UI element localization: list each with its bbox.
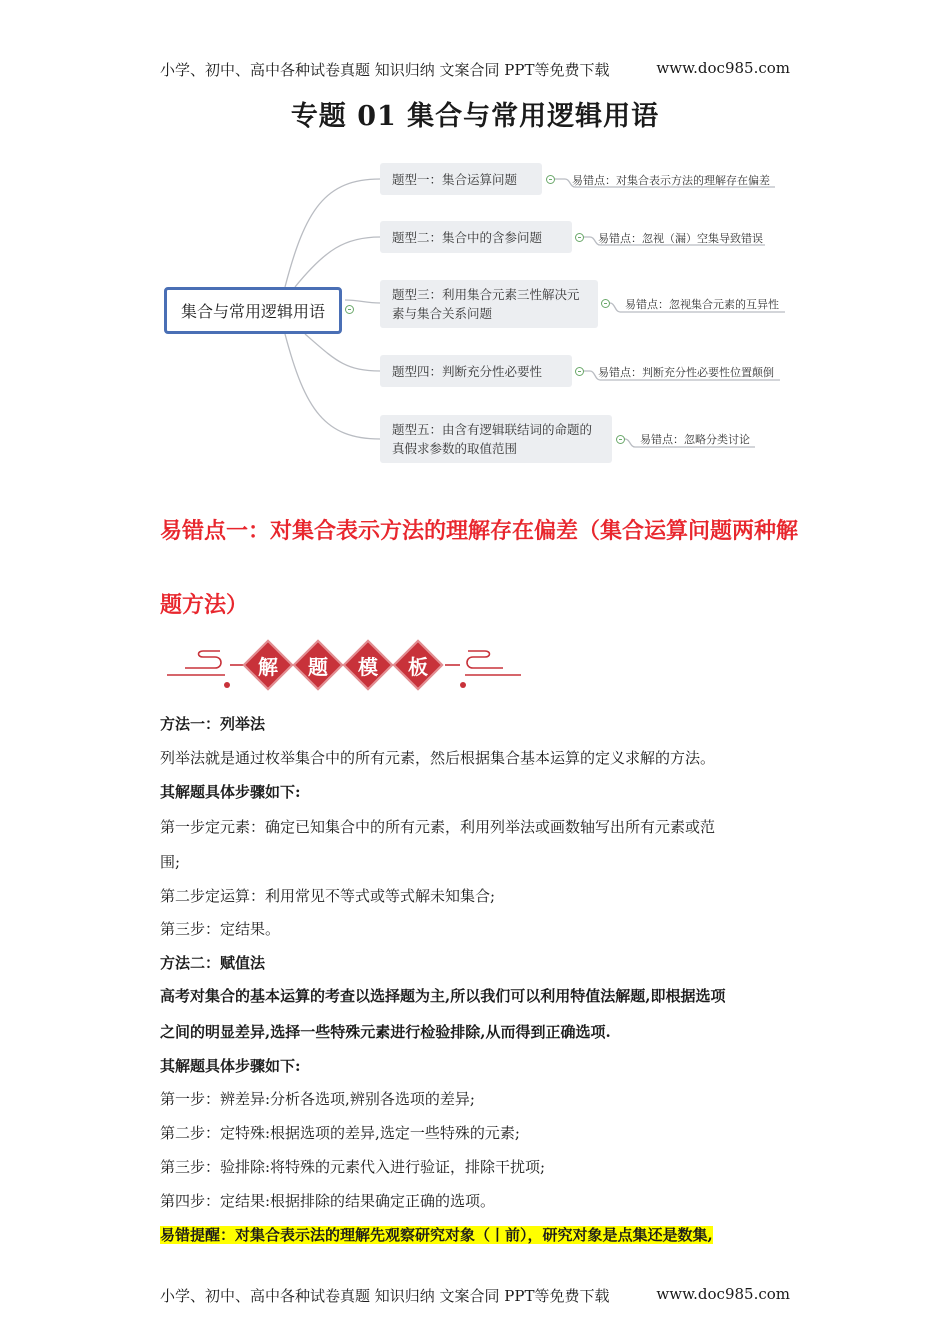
method2-description-line1: 高考对集合的基本运算的考查以选择题为主,所以我们可以利用特值法解题,即根据选项 [160,987,726,1005]
mind-map-leaf-1[interactable]: 易错点：对集合表示方法的理解存在偏差 [572,174,770,187]
method1-step1-line2: 围; [160,853,181,871]
error-tip [160,1224,790,1245]
section-heading: 易错点一：对集合表示方法的理解存在偏差（集合运算问题两种解题方法） [160,519,799,618]
mind-map-leaf-5[interactable]: 易错点：忽略分类讨论 [640,433,750,446]
footer-left-text: 小学、初中、高中各种试卷真题 知识归纳 文案合同 PPT等免费下载 [160,1287,610,1305]
collapse-toggle-icon[interactable] [345,305,354,314]
page-footer [160,1285,790,1306]
banner-diamond [243,640,293,690]
banner-char: 解 [258,654,278,679]
banner-diamond [343,640,393,690]
mind-map-leaf-2[interactable]: 易错点：忽视（漏）空集导致错误 [598,232,763,245]
method1-description: 列举法就是通过枚举集合中的所有元素，然后根据集合基本运算的定义求解的方法。 [160,749,716,767]
error-tip-text: 易错提醒：对集合表示法的理解先观察研究对象（丨前），研究对象是点集还是数集, [160,1226,713,1244]
mind-map-branch-4[interactable]: 题型四：判断充分性必要性 [380,355,572,387]
header-url[interactable]: www.doc985.com [656,59,790,77]
collapse-toggle-icon[interactable] [575,233,584,242]
method2-step1: 第一步：辨差异:分析各选项,辨别各选项的差异; [160,1090,475,1108]
mind-map-branch-2[interactable]: 题型二：集合中的含参问题 [380,221,572,253]
method2-step2: 第二步：定特殊:根据选项的差异,选定一些特殊的元素; [160,1124,520,1142]
method2-step3: 第三步：验排除:将特殊的元素代入进行验证，排除干扰项; [160,1158,546,1176]
collapse-toggle-icon[interactable] [546,175,555,184]
banner-diamond [393,640,443,690]
method2-title: 方法二：赋值法 [160,954,266,972]
mind-map-leaf-4[interactable]: 易错点：判断充分性必要性位置颠倒 [598,366,774,379]
method1-step2: 第二步定运算：利用常见不等式或等式解未知集合; [160,887,496,905]
collapse-toggle-icon[interactable] [616,435,625,444]
banner-char: 模 [358,654,378,679]
mind-map-leaf-3[interactable]: 易错点：忽视集合元素的互异性 [625,298,779,311]
mind-map-branch-5[interactable]: 题型五：由含有逻辑联结词的命题的真假求参数的取值范围 [380,415,612,463]
mind-map [155,150,795,480]
method1-step1-line1: 第一步定元素：确定已知集合中的所有元素，利用列举法或画数轴写出所有元素或范 [160,818,716,836]
header-left-text: 小学、初中、高中各种试卷真题 知识归纳 文案合同 PPT等免费下载 [160,61,610,79]
mind-map-root[interactable]: 集合与常用逻辑用语 [164,287,342,334]
banner-char: 题 [308,654,328,679]
mind-map-branch-1[interactable]: 题型一：集合运算问题 [380,163,542,195]
collapse-toggle-icon[interactable] [575,367,584,376]
banner-char: 板 [408,654,428,679]
banner-diamond [293,640,343,690]
steps-heading-1: 其解题具体步骤如下: [160,783,301,801]
footer-url[interactable]: www.doc985.com [656,1285,790,1303]
steps-heading-2: 其解题具体步骤如下: [160,1057,301,1075]
method1-step3: 第三步：定结果。 [160,920,281,938]
page-title: 专题 01 集合与常用逻辑用语 [290,101,660,132]
mind-map-branch-3[interactable]: 题型三：利用集合元素三性解决元素与集合关系问题 [380,280,598,328]
method2-description-line2: 之间的明显差异,选择一些特殊元素进行检验排除,从而得到正确选项. [160,1023,611,1041]
collapse-toggle-icon[interactable] [601,299,610,308]
method2-step4: 第四步：定结果:根据排除的结果确定正确的选项。 [160,1192,496,1210]
page-header [160,59,790,80]
method1-title: 方法一：列举法 [160,715,266,733]
solution-template-banner [165,635,525,695]
